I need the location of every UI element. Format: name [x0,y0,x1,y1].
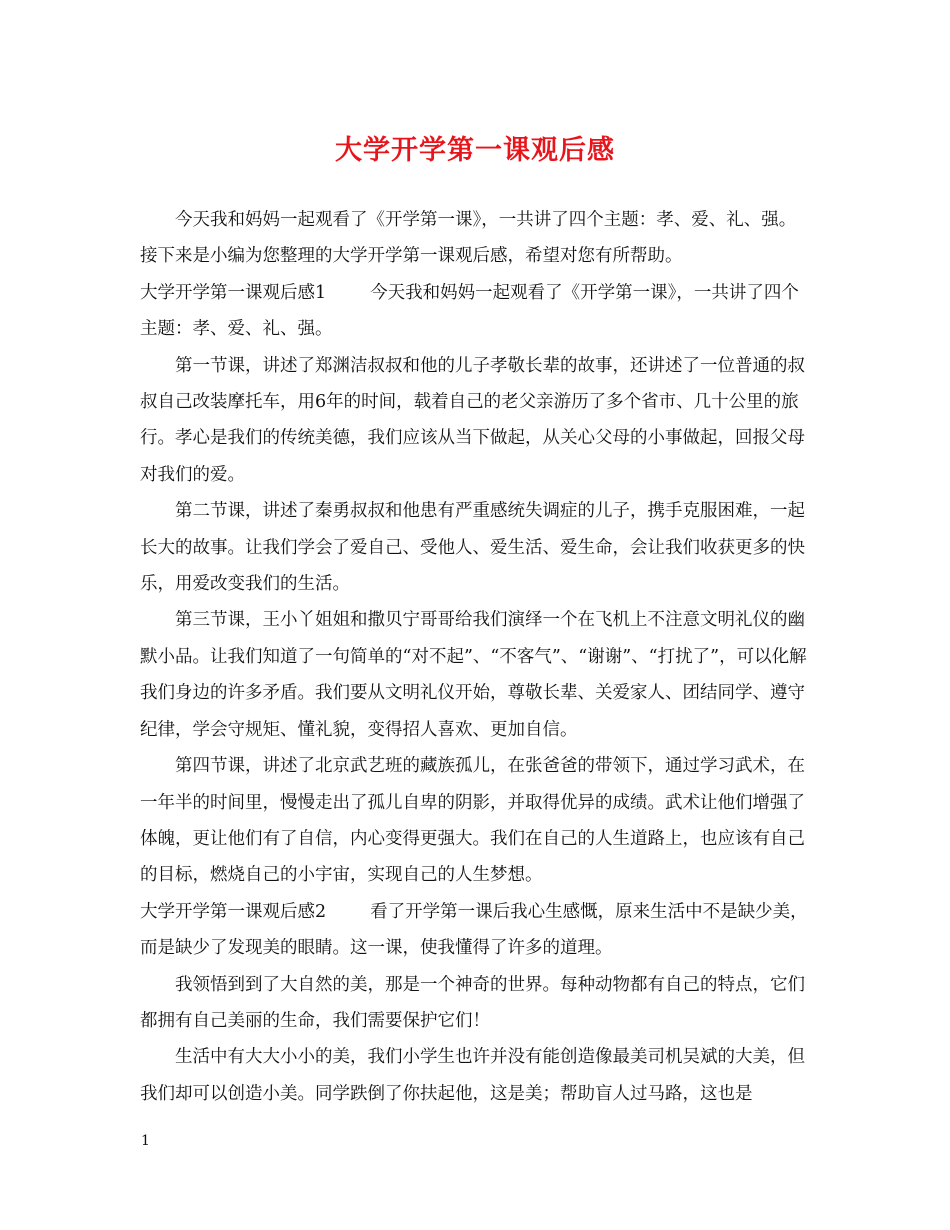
page-number: 1 [141,1133,150,1149]
essay-2-paragraph [140,894,812,967]
lesson-3-paragraph: 第三节课，王小丫姐姐和撒贝宁哥哥给我们演绎一个在飞机上不注意文明礼仪的幽默小品。让我们知道了一句简单的“对不起”、“不客气”、“谢谢”、“打扰了”，可以化解我们身边的许多矛盾。我们要从文明礼仪开始，尊敬长辈、关爱家人、团结同学、遵守纪律，学会守规矩、懂礼貌，变得招人喜欢、更加自信。 [140,610,807,740]
lesson-1-paragraph: 第一节课，讲述了郑渊洁叔叔和他的儿子孝敬长辈的故事，还讲述了一位普通的叔叔自己改装摩托车，用6年的时间，载着自己的老父亲游历了多个省市、几十公里的旅行。孝心是我们的传统美德，我们应该从当下做起，从关心父母的小事做起，回报父母对我们的爱。 [140,355,805,485]
document-body [140,202,812,1112]
nature-beauty-paragraph: 我领悟到到了大自然的美，那是一个神奇的世界。每种动物都有自己的特点，它们都拥有自己美丽的生命，我们需要保护它们！ [140,974,805,1031]
lesson-2-paragraph: 第二节课，讲述了秦勇叔叔和他患有严重感统失调症的儿子，携手克服困难，一起长大的故事。让我们学会了爱自己、受他人、爱生活、爱生命，会让我们收获更多的快乐，用爱改变我们的生活。 [140,501,805,595]
lesson-4-paragraph: 第四节课，讲述了北京武艺班的藏族孤儿，在张爸爸的带领下，通过学习武术，在一年半的时间里，慢慢走出了孤儿自卑的阴影，并取得优异的成绩。武术让他们增强了体魄，更让他们有了自信，内心变得更强大。我们在自己的人生道路上，也应该有自己的目标，燃烧自己的小宇宙，实现自己的人生梦想。 [140,756,805,886]
essay-1-heading: 大学开学第一课观后感1 [140,282,327,303]
intro-paragraph: 今天我和妈妈一起观看了《开学第一课》，一共讲了四个主题：孝、爱、礼、强。接下来是小编为您整理的大学开学第一课观后感，希望对您有所帮助。 [140,210,797,267]
essay-2-opening: 看了开学第一课后我心生感慨，原来生活中不是缺少美，而是缺少了发现美的眼睛。这一课，使我懂得了许多的道理。 [140,901,808,959]
everyday-beauty-paragraph: 生活中有大大小小的美，我们小学生也许并没有能创造像最美司机吴斌的大美，但我们却可以创造小美。同学跌倒了你扶起他，这是美；帮助盲人过马路，这也是 [140,1047,805,1104]
essay-1-paragraph [140,275,812,348]
document-title: 大学开学第一课观后感 [335,135,615,166]
essay-1-opening: 今天我和妈妈一起观看了《开学第一课》，一共讲了四个主题：孝、爱、礼、强。 [140,282,799,340]
essay-2-heading: 大学开学第一课观后感2 [140,901,327,922]
